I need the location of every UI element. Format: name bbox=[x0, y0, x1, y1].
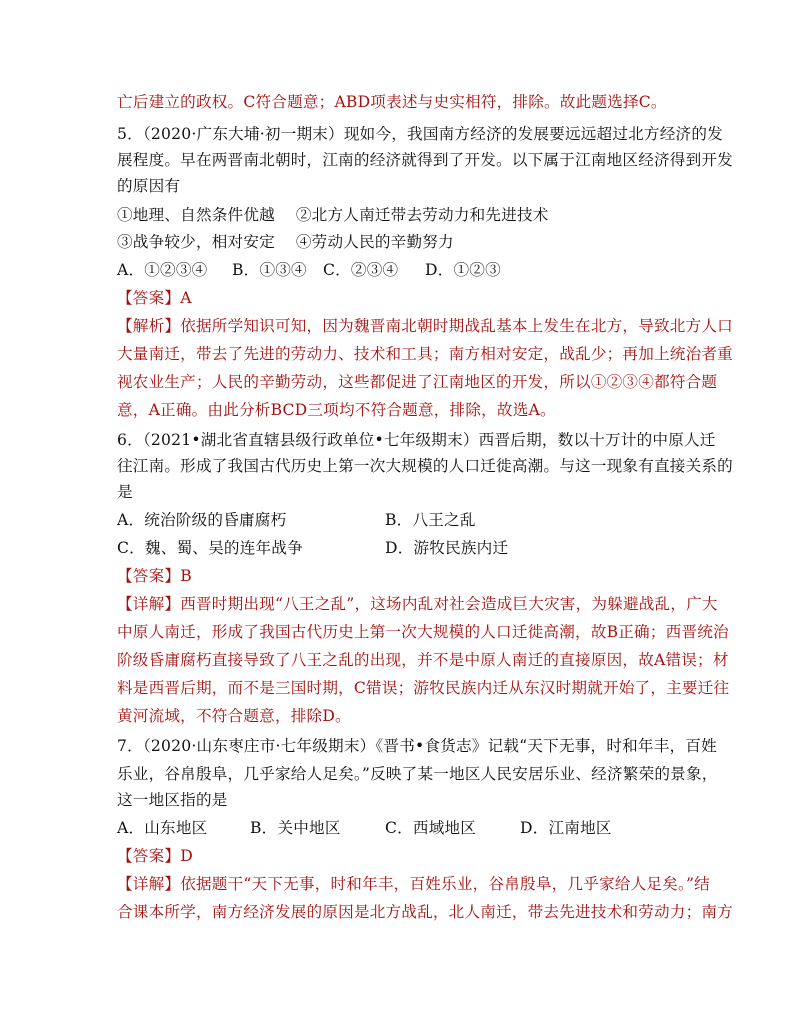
question-7-stem-line-3: 这一地区指的是 bbox=[117, 791, 228, 809]
analysis-tag: 【详解】 bbox=[117, 595, 181, 613]
question-5-stem-line-2: 展程度。早在两晋南北朝时，江南的经济就得到了开发。以下属于江南地区经济得到开发 bbox=[117, 151, 733, 169]
question-5-item-line-1: ①地理、自然条件优越 ②北方人南迁带去劳动力和先进技术 bbox=[117, 206, 549, 224]
question-5-analysis-line-1 bbox=[117, 316, 733, 336]
option-a: A．统治阶级的昏庸腐朽 bbox=[117, 511, 287, 529]
question-5-stem-line-1: 5．（2020·广东大埔·初一期末）现如今，我国南方经济的发展要远远超过北方经济的发 bbox=[117, 125, 723, 143]
option-b: B．关中地区 bbox=[250, 819, 341, 837]
question-5-analysis-line-4: 意，A正确。由此分析BCD三项均不符合题意，排除，故选A。 bbox=[117, 401, 556, 419]
question-6-analysis-line-3: 阶级昏庸腐朽直接导致了八王之乱的出现，并不是中原人南迁的直接原因，故A错误；材 bbox=[117, 651, 729, 669]
question-6-options-row-1 bbox=[0, 510, 794, 530]
option-b: B．①③④ bbox=[232, 261, 307, 279]
question-6-stem-line-1: 6．（2021•湖北省直辖县级行政单位•七年级期末）西晋后期，数以十万计的中原人迁 bbox=[117, 431, 716, 449]
explanation-continued: 亡后建立的政权。C符合题意；ABD项表述与史实相符，排除。故此题选择C。 bbox=[117, 93, 667, 111]
question-7-options bbox=[0, 818, 794, 838]
answer-tag: 【答案】 bbox=[117, 289, 181, 307]
analysis-tag: 【解析】 bbox=[117, 317, 181, 335]
answer-value: A bbox=[180, 289, 192, 307]
question-6-analysis-line-1 bbox=[117, 594, 718, 614]
analysis-tag: 【详解】 bbox=[117, 875, 181, 893]
option-c: C．魏、蜀、吴的连年战争 bbox=[117, 539, 303, 557]
question-5-analysis-line-2: 大量南迁，带去了先进的劳动力、技术和工具；南方相对安定，战乱少；再加上统治者重 bbox=[117, 345, 733, 363]
question-6-answer bbox=[117, 566, 192, 586]
option-c: C．西域地区 bbox=[385, 819, 477, 837]
option-c: C．②③④ bbox=[323, 261, 399, 279]
option-a: A．山东地区 bbox=[117, 819, 208, 837]
question-7-answer bbox=[117, 846, 193, 866]
question-7-stem-line-1: 7．（2020·山东枣庄市·七年级期末）《晋书•食货志》记载“天下无事，时和年丰，百姓 bbox=[117, 737, 717, 755]
answer-tag: 【答案】 bbox=[117, 847, 181, 865]
question-6-options-row-2 bbox=[0, 538, 794, 558]
answer-tag: 【答案】 bbox=[117, 567, 181, 585]
question-7-analysis-line-1 bbox=[117, 874, 710, 894]
analysis-text: 西晋时期出现“八王之乱”，这场内乱对社会造成巨大灾害，为躲避战乱，广大 bbox=[180, 595, 718, 613]
question-6-analysis-line-5: 黄河流域，不符合题意，排除D。 bbox=[117, 707, 351, 725]
question-6-analysis-line-2: 中原人南迁，形成了我国古代历史上第一次大规模的人口迁徙高潮，故B正确；西晋统治 bbox=[117, 623, 729, 641]
question-7-analysis-line-2: 合课本所学，南方经济发展的原因是北方战乱，北人南迁，带去先进技术和劳动力；南方 bbox=[117, 903, 733, 921]
option-d: D．①②③ bbox=[425, 261, 501, 279]
question-5-options bbox=[0, 260, 794, 280]
option-d: D．江南地区 bbox=[520, 819, 612, 837]
option-b: B．八王之乱 bbox=[385, 511, 476, 529]
question-5-answer bbox=[117, 288, 192, 308]
question-6-analysis-line-4: 料是西晋后期，而不是三国时期，C错误；游牧民族内迁从东汉时期就开始了，主要迁往 bbox=[117, 679, 730, 697]
option-a: A．①②③④ bbox=[117, 261, 208, 279]
option-d: D．游牧民族内迁 bbox=[385, 539, 509, 557]
analysis-text: 依据题干“天下无事，时和年丰，百姓乐业，谷帛殷阜，几乎家给人足矣。”结 bbox=[180, 875, 710, 893]
question-6-stem-line-3: 是 bbox=[117, 483, 133, 501]
question-5-item-line-2: ③战争较少，相对安定 ④劳动人民的辛勤努力 bbox=[117, 233, 454, 251]
question-6-stem-line-2: 往江南。形成了我国古代历史上第一次大规模的人口迁徙高潮。与这一现象有直接关系的 bbox=[117, 457, 733, 475]
question-7-stem-line-2: 乐业，谷帛殷阜，几乎家给人足矣。”反映了某一地区人民安居乐业、经济繁荣的景象， bbox=[117, 765, 718, 783]
answer-value: B bbox=[180, 567, 192, 585]
question-5-analysis-line-3: 视农业生产；人民的辛勤劳动，这些都促进了江南地区的开发，所以①②③④都符合题 bbox=[117, 373, 718, 391]
question-5-stem-line-3: 的原因有 bbox=[117, 177, 181, 195]
analysis-text: 依据所学知识可知，因为魏晋南北朝时期战乱基本上发生在北方，导致北方人口 bbox=[180, 317, 733, 335]
answer-value: D bbox=[180, 847, 193, 865]
